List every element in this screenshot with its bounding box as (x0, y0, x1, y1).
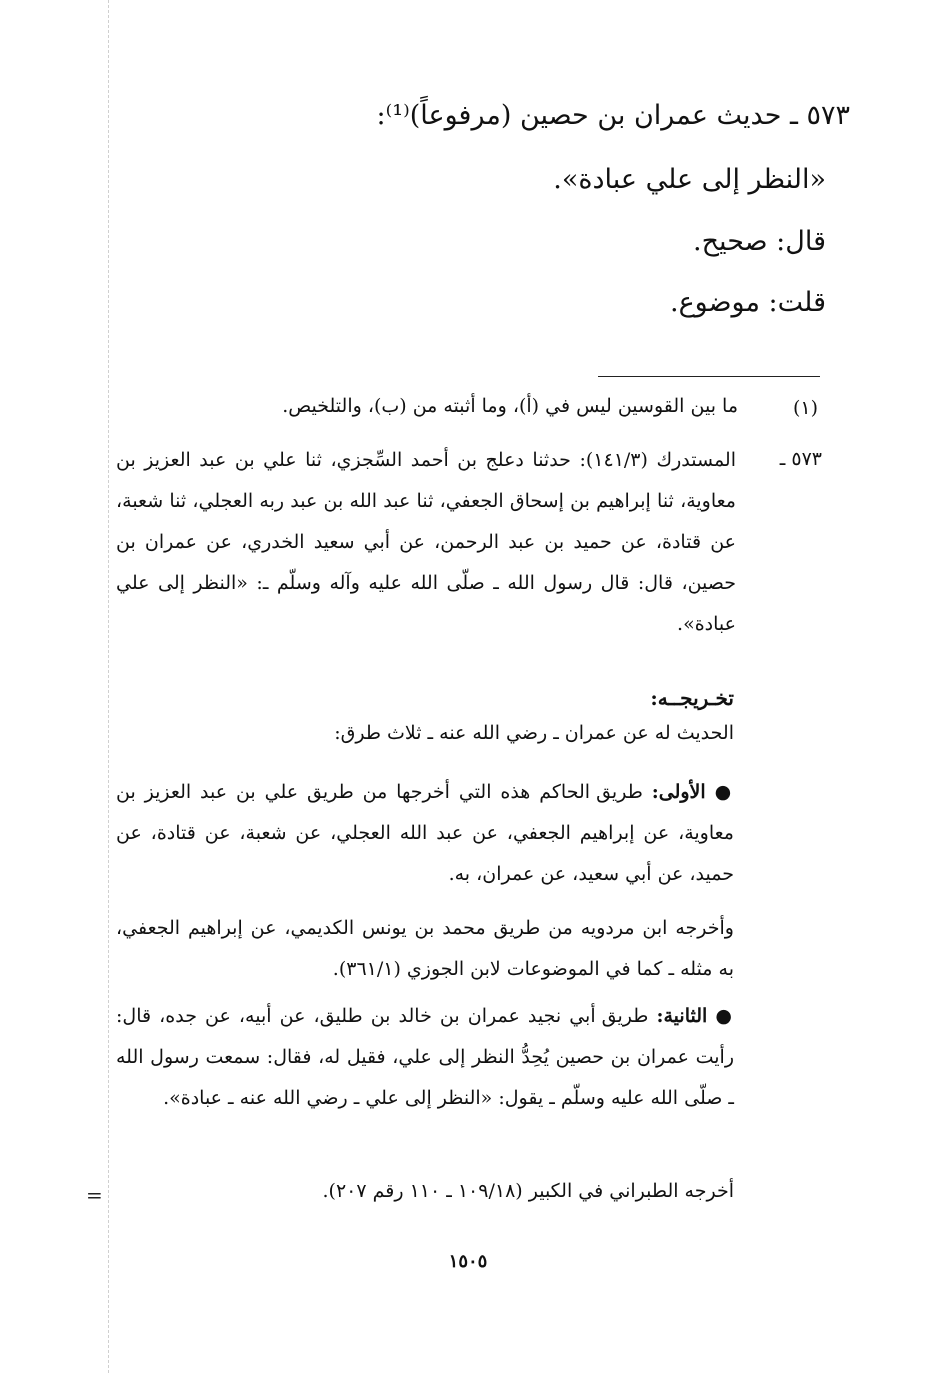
second-route-text: طريق أبي نجيد عمران بن خالد بن طليق، عن أبيه، عن جده، قال: رأيت عمران بن حصين يُحِدُّ النظر إلى علي، فقيل له، فقال: سمعت رسول الله ـ صلّى الله عليه وسلّم ـ يقول: «النظر إلى علي ـ رضي الله عنه ـ عبادة». (116, 1005, 734, 1109)
takhrij-intro: الحديث له عن عمران ـ رضي الله عنه ـ ثلاث طرق: (334, 722, 734, 744)
footnote-separator (598, 376, 820, 377)
first-route-bullet: ● (705, 781, 735, 803)
footnote-number: (١) (792, 397, 818, 419)
second-route-bullet: ● (707, 1005, 734, 1027)
page-number: ١٥٠٥ (448, 1251, 488, 1272)
first-route-extra: وأخرجه ابن مردويه من طريق محمد بن يونس الكديمي، عن إبراهيم الجعفي، به مثله ـ كما في الموضوعات لابن الجوزي (٣٦١/١). (116, 917, 734, 980)
footnote-text: ما بين القوسين ليس في (أ)، وما أثبته من (ب)، والتلخيص. (282, 395, 738, 417)
scan-margin-line (108, 0, 109, 1373)
verdict-said: قال: صحيح. (693, 226, 826, 257)
first-route (116, 772, 734, 895)
verdict-i-said: قلت: موضوع. (669, 287, 826, 318)
source-text: المستدرك (١٤١/٣): حدثنا دعلج بن أحمد السِّجزي، ثنا علي بن عبد العزيز بن معاوية، ثنا إبراهيم بن إسحاق الجعفي، ثنا عبد الله بن عبد ربه العجلي، ثنا شعبة، عن قتادة، عن حميد بن عبد الرحمن، عن أبي سعيد الخدري، عن عمران بن حصين، قال: قال رسول الله ـ صلّى الله عليه وآله وسلّم ـ: «النظر إلى علي عبادة». (116, 449, 736, 635)
second-route-label: الثانية: (656, 1005, 708, 1027)
first-route-label: الأولى: (651, 781, 706, 803)
first-route-text: طريق الحاكم هذه التي أخرجها من طريق علي بن عبد العزيز بن معاوية، عن إبراهيم الجعفي، عن عبد الله العجلي، عن شعبة، عن قتادة، عن حميد، عن أبي سعيد، عن عمران، به. (116, 781, 734, 885)
source-number: ٥٧٣ ـ (779, 448, 822, 470)
takhrij-title: تخـريجــه: (650, 686, 734, 710)
hadith-text: «النظر إلى علي عبادة». (553, 164, 826, 195)
margin-continuation-mark: = (86, 1183, 103, 1207)
second-route-extra: أخرجه الطبراني في الكبير (١٠٩/١٨ ـ ١١٠ رقم ٢٠٧). (322, 1180, 734, 1202)
second-route (116, 996, 734, 1119)
hadith-heading: ٥٧٣ ـ حديث عمران بن حصين (مرفوعاً)⁽¹⁾: (376, 100, 850, 131)
